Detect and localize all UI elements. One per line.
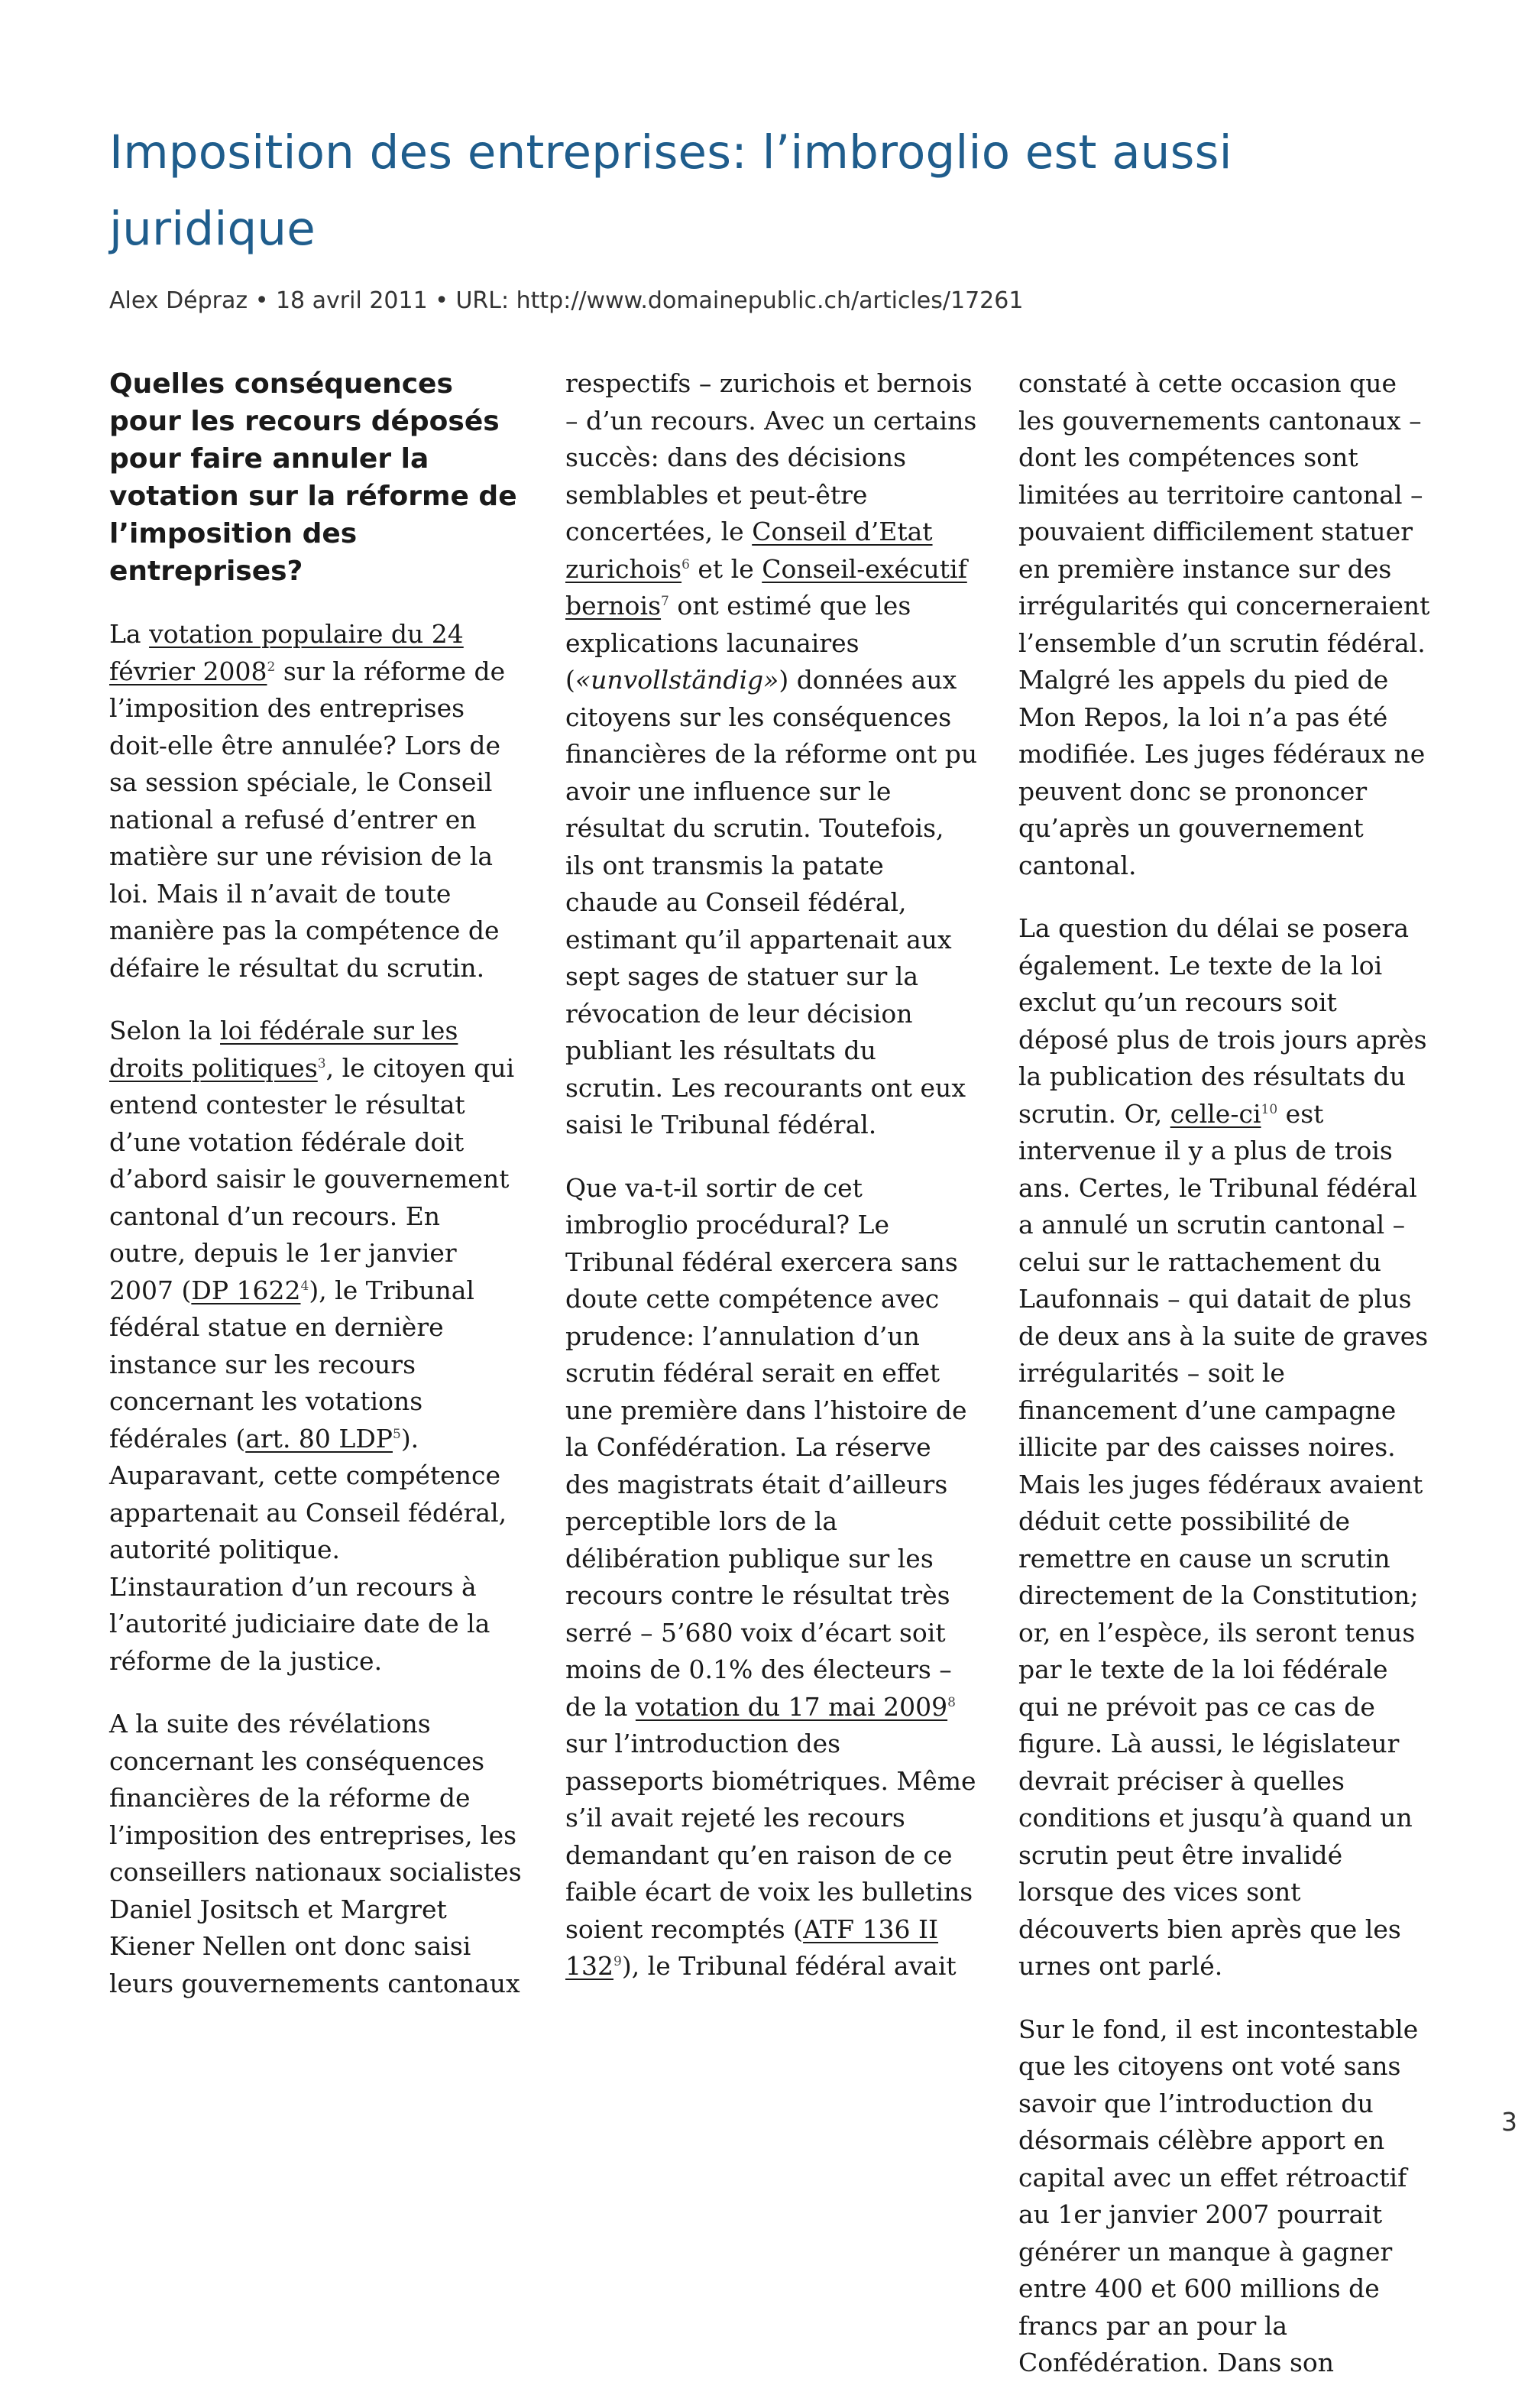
article-url: URL: http://www.domainepublic.ch/articles/17261 xyxy=(455,287,1024,314)
column-2 xyxy=(565,365,978,2011)
paragraph-2: Selon la loi fédérale sur les droits politiques$^3$, le citoyen qui entend contester le résultat d’une votation fédérale doit d’abord saisir le gouvernement cantonal d’un recours. En outre, depuis le 1er janvier 2007 (DP 1622$^4$), le Tribunal fédéral statue en dernière instance sur les recours concernant les votations fédérales (art. 80 LDP$^5$). Auparavant, cette compétence appartenait au Conseil fédéral, autorité politique. L’instauration d’un recours à l’autorité judiciaire date de la réforme de la justice. xyxy=(109,1016,515,1676)
link-loi-droits-politiques[interactable]: loi fédérale sur les droits politiques xyxy=(109,1016,458,1083)
column-3 xyxy=(1018,365,1431,2408)
link-art-80-ldp[interactable]: art. 80 LDP xyxy=(245,1423,393,1454)
paragraph-3-continued: respectifs – zurichois et bernois – d’un recours. Avec un certains succès: dans des décisions semblables et peut-être concertées, le Conseil d’Etat zurichois$^6$ et le Conseil-exécutif bernois$^7$ ont estimé que les explications lacunaires («unvollständig») données aux citoyens sur les conséquences financières de la réforme ont pu avoir une influence sur le résultat du scrutin. Toutefois, ils ont transmis la patate chaude au Conseil fédéral, estimant qu’il appartenait aux sept sages de statuer sur la révocation de leur décision publiant les résultats du scrutin. Les recourants ont eux saisi le Tribunal fédéral. xyxy=(565,368,978,1139)
link-conseil-executif-bernois[interactable]: Conseil-exécutif bernois xyxy=(565,553,967,621)
footnote-ref-6[interactable]: 6 xyxy=(681,556,690,572)
paragraph-1: La votation populaire du 24 février 2008$^2$ sur la réforme de l’imposition des entreprises doit-elle être annulée? Lors de sa session spéciale, le Conseil national a refusé d’entrer en matière sur une révision de la loi. Mais il n’avait de toute manière pas la compétence de défaire le résultat du scrutin. xyxy=(109,619,506,983)
link-dp-1622[interactable]: DP 1622 xyxy=(191,1275,301,1305)
article-meta xyxy=(109,284,1023,318)
footnote-ref-10[interactable]: 10 xyxy=(1261,1101,1278,1117)
article-title: Imposition des entreprises: l’imbroglio est aussi juridique xyxy=(109,125,1232,256)
link-conseil-etat-zurichois[interactable]: Conseil d’Etat zurichois xyxy=(565,517,933,584)
paragraph-3: A la suite des révélations concernant les conséquences financières de la réforme de l’imposition des entreprises, les conseillers nationaux socialistes Daniel Jositsch et Margret Kiener Nellen ont donc saisi leurs gouvernements cantonaux xyxy=(109,1709,522,1998)
publication-date: 18 avril 2011 xyxy=(275,287,428,314)
meta-separator: • xyxy=(427,287,456,314)
footnote-ref-2[interactable]: 2 xyxy=(267,659,276,675)
footnote-ref-3[interactable]: 3 xyxy=(317,1055,326,1071)
lead-question: Quelles conséquences pour les recours déposés pour faire annuler la votation sur la réforme de l’imposition des entreprises? xyxy=(109,368,517,587)
paragraph-6: Sur le fond, il est incontestable que les citoyens ont voté sans savoir que l’introduction du désormais célèbre apport en capital avec un effet rétroactif au 1er janvier 2007 pourrait générer un manque à gagner entre 400 et 600 millions de francs par an pour la Confédération. Dans son xyxy=(1018,2014,1419,2377)
footnote-ref-5[interactable]: 5 xyxy=(392,1426,401,1442)
meta-separator: • xyxy=(248,287,276,314)
link-celle-ci[interactable]: celle-ci xyxy=(1170,1098,1261,1129)
page-number: 3 xyxy=(1501,2107,1517,2137)
column-1 xyxy=(109,365,522,2028)
footnote-ref-4[interactable]: 4 xyxy=(300,1278,309,1294)
paragraph-4-continued: constaté à cette occasion que les gouvernements cantonaux – dont les compétences sont limitées au territoire cantonal – pouvaient difficilement statuer en première instance sur des irrégularités qui concerneraient l’ensemble d’un scrutin fédéral. Malgré les appels du pied de Mon Repos, la loi n’a pas été modifiée. Les juges fédéraux ne peuvent donc se prononcer qu’après un gouvernement cantonal. xyxy=(1018,368,1430,880)
footnote-ref-8[interactable]: 8 xyxy=(947,1694,956,1710)
link-atf-136-ii-132[interactable]: ATF 136 II 132 xyxy=(565,1914,939,1981)
link-votation-2009[interactable]: votation du 17 mai 2009 xyxy=(635,1691,948,1722)
footnote-ref-7[interactable]: 7 xyxy=(661,594,669,609)
footnote-ref-9[interactable]: 9 xyxy=(613,1954,622,1969)
paragraph-5: La question du délai se posera également. Le texte de la loi exclut qu’un recours soit déposé plus de trois jours après la publication des résultats du scrutin. Or, celle-$ci^{10}$ est intervenue il y a plus de trois ans. Certes, le Tribunal fédéral a annulé un scrutin cantonal – celui sur le rattachement du Laufonnais – qui datait de plus de deux ans à la suite de graves irrégularités – soit le financement d’une campagne illicite par des caisses noires. Mais les juges fédéraux avaient déduit cette possibilité de remettre en cause un scrutin directement de la Constitution; or, en l’espèce, ils seront tenus par le texte de la loi fédérale qui ne prévoit pas ce cas de figure. Là aussi, le législateur devrait préciser à quelles conditions et jusqu’à quand un scrutin peut être invalidé lorsque des vices sont découverts bien après que les urnes ont parlé. xyxy=(1018,913,1429,1981)
author: Alex Dépraz xyxy=(109,287,248,314)
paragraph-4: Que va-t-il sortir de cet imbroglio procédural? Le Tribunal fédéral exercera sans doute cette compétence avec prudence: l’annulation d’un scrutin fédéral serait en effet une première dans l’histoire de la Confédération. La réserve des magistrats était d’ailleurs perceptible lors de la délibération publique sur les recours contre le résultat très serré – 5’680 voix d’écart soit moins de 0.1% des électeurs – de la votation du 17 mai 2009$^8$ sur l’introduction des passeports biométriques. Même s’il avait rejeté les recours demandant qu’en raison de ce faible écart de voix les bulletins soient recomptés (ATF 136 II $132^9$), le Tribunal fédéral avait xyxy=(565,1172,976,1981)
link-votation-2008[interactable]: votation populaire du 24 février 2008 xyxy=(109,619,464,686)
